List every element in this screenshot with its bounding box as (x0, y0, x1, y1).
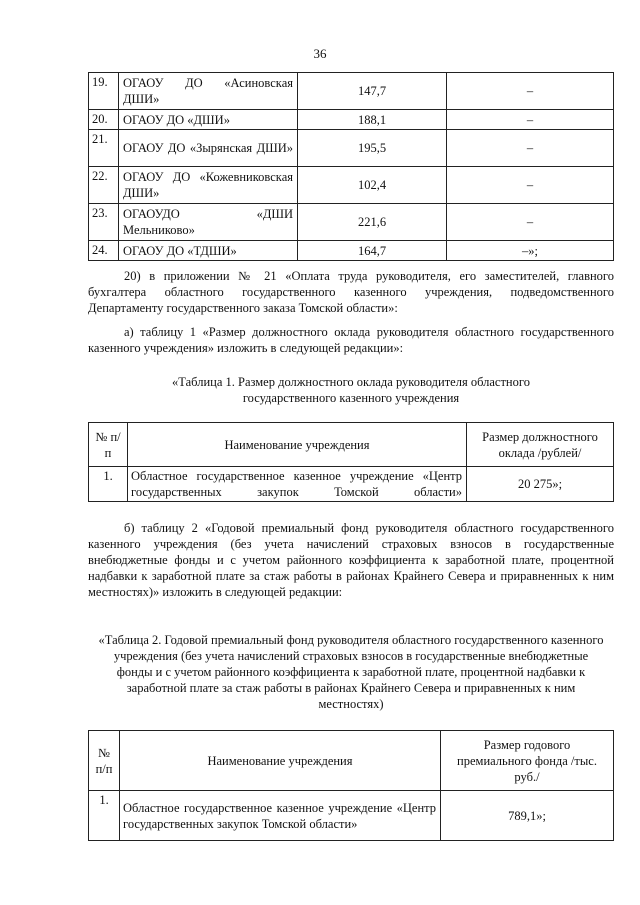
table-row (89, 110, 614, 130)
table2-caption: «Таблица 2. Годовой премиальный фонд руководителя областного государственного казенного учреждения (без учета начислений страховых взносов в государственные внебюджетные фонды и с учетом районного коэффициента к заработной плате, процентной надбавки к заработной плате за стаж работы в районах Крайнего Севера и приравненных к ним местностях) (98, 633, 604, 711)
paragraph-a: а) таблицу 1 «Размер должностного оклада руководителя областного государственного казенного учреждения» изложить в следующей редакции»: (88, 325, 614, 355)
table-header (89, 423, 614, 467)
header-num: № п/п (89, 731, 120, 791)
institution-name: Областное государственное казенное учреждение «Центр государственных закупок Томской области» (120, 791, 441, 841)
row-number: 19. (89, 73, 119, 110)
header-name: Наименование учреждения (120, 731, 441, 791)
table-row (89, 241, 614, 261)
row-value: 20 275»; (467, 467, 614, 502)
row-extra: – (447, 167, 614, 204)
page-number: 36 (313, 46, 327, 61)
row-number: 1. (89, 791, 120, 841)
institution-name: Областное государственное казенное учреждение «Центр государственных закупок Томской области» (128, 467, 467, 502)
row-number: 23. (89, 204, 119, 241)
row-value: 102,4 (298, 167, 447, 204)
header-size: Размер годового премиального фонда /тыс. руб./ (441, 731, 614, 791)
row-number: 24. (89, 241, 119, 261)
table-row (89, 130, 614, 167)
table-row (89, 791, 614, 841)
row-extra: – (447, 110, 614, 130)
institution-name: ОГАОУ ДО «Кожевниковская ДШИ» (119, 167, 298, 204)
header-name: Наименование учреждения (128, 423, 467, 467)
row-value: 789,1»; (441, 791, 614, 841)
row-value: 147,7 (298, 73, 447, 110)
row-extra: – (447, 204, 614, 241)
row-number: 22. (89, 167, 119, 204)
institution-name: ОГАОУДО «ДШИ Мельниково» (119, 204, 298, 241)
table-row (89, 73, 614, 110)
salary-table (88, 422, 614, 502)
institution-name: ОГАОУ ДО «Асиновская ДШИ» (119, 73, 298, 110)
row-value: 188,1 (298, 110, 447, 130)
continuation-table (88, 72, 614, 261)
table-row (89, 204, 614, 241)
paragraph-20: 20) в приложении № 21 «Оплата труда руководителя, его заместителей, главного бухгалтера областного государственного казенного учреждения, подведомственного Департаменту государственного заказа Томской области»: (88, 269, 614, 315)
institution-name: ОГАОУ ДО «Зырянская ДШИ» (119, 130, 298, 167)
paragraph-b: б) таблицу 2 «Годовой премиальный фонд руководителя областного государственного казенного учреждения (без учета начислений страховых взносов в государственные внебюджетные фонды и с учетом районного коэффициента к заработной плате, процентной надбавки к заработной плате за стаж работы в районах Крайнего Севера и приравненных к ним местностях)» изложить в следующей редакции: (88, 521, 614, 599)
bonus-fund-table (88, 730, 614, 841)
header-size: Размер должностного оклада /рублей/ (467, 423, 614, 467)
row-extra: – (447, 73, 614, 110)
table-row (89, 467, 614, 502)
institution-name: ОГАОУ ДО «ДШИ» (119, 110, 298, 130)
row-value: 221,6 (298, 204, 447, 241)
row-value: 164,7 (298, 241, 447, 261)
row-number: 21. (89, 130, 119, 167)
table-header (89, 731, 614, 791)
row-number: 1. (89, 467, 128, 502)
institution-name: ОГАОУ ДО «ТДШИ» (119, 241, 298, 261)
table-row (89, 167, 614, 204)
row-extra: – (447, 130, 614, 167)
table1-caption: «Таблица 1. Размер должностного оклада руководителя областного государственного казенного учреждения (172, 375, 530, 405)
row-value: 195,5 (298, 130, 447, 167)
row-number: 20. (89, 110, 119, 130)
header-num: № п/п (89, 423, 128, 467)
row-extra: –»; (447, 241, 614, 261)
